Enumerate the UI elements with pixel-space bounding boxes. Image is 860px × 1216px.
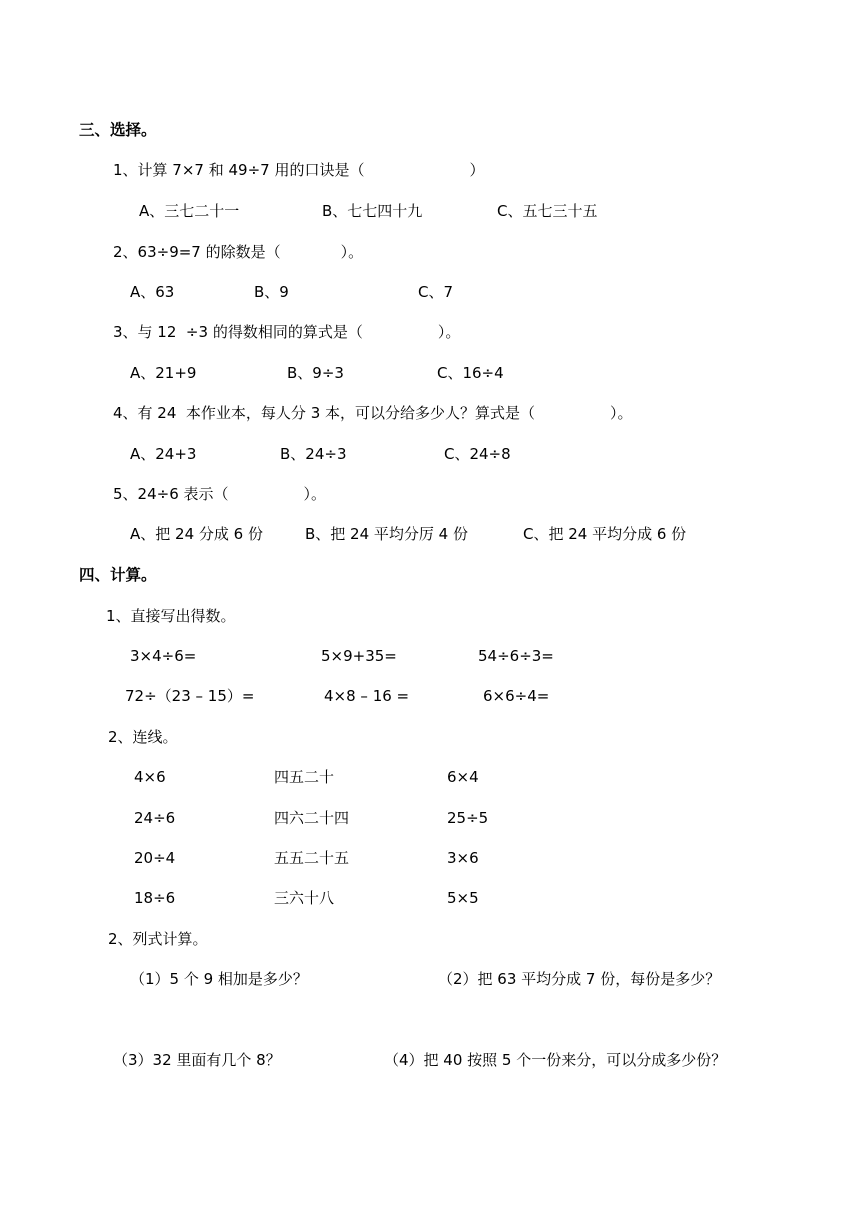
match-left-item: 24÷6 bbox=[134, 809, 176, 827]
direct-expression: 6×6÷4= bbox=[483, 687, 550, 705]
question-5-option-b: B、把 24 平均分厉 4 份 bbox=[305, 525, 468, 543]
match-left-item: 20÷4 bbox=[134, 849, 176, 867]
match-middle-item: 五五二十五 bbox=[274, 849, 350, 867]
question-2-option-a: A、63 bbox=[130, 283, 175, 301]
question-4-stem: 4、有 24 本作业本，每人分 3 本，可以分给多少人？算式是（ ）。 bbox=[113, 404, 633, 422]
direct-expression: 5×9+35= bbox=[321, 647, 397, 665]
question-3-stem: 3、与 12 ÷3 的得数相同的算式是（ ）。 bbox=[113, 323, 461, 341]
question-3-option-a: A、21+9 bbox=[130, 364, 197, 382]
question-2-stem: 2、63÷9=7 的除数是（ ）。 bbox=[113, 243, 364, 261]
matching-title: 2、连线。 bbox=[108, 728, 178, 746]
match-right-item: 6×4 bbox=[447, 768, 479, 786]
match-middle-item: 四五二十 bbox=[274, 768, 335, 786]
question-1-stem: 1、计算 7×7 和 49÷7 用的口诀是（ ） bbox=[113, 161, 485, 179]
question-1-option-b: B、七七四十九 bbox=[322, 202, 423, 220]
direct-expression: 3×4÷6= bbox=[130, 647, 197, 665]
question-1-option-a: A、三七二十一 bbox=[139, 202, 240, 220]
match-right-item: 5×5 bbox=[447, 889, 479, 907]
question-1-option-c: C、五七三十五 bbox=[497, 202, 598, 220]
question-2-option-b: B、9 bbox=[254, 283, 289, 301]
match-left-item: 18÷6 bbox=[134, 889, 176, 907]
section-heading-calculation: 四、计算。 bbox=[79, 566, 157, 584]
question-4-option-b: B、24÷3 bbox=[280, 445, 347, 463]
question-3-option-c: C、16÷4 bbox=[437, 364, 504, 382]
match-right-item: 25÷5 bbox=[447, 809, 489, 827]
direct-expression: 54÷6÷3= bbox=[478, 647, 554, 665]
word-problem: （4）把 40 按照 5 个一份来分，可以分成多少份？ bbox=[384, 1051, 727, 1069]
match-right-item: 3×6 bbox=[447, 849, 479, 867]
question-2-option-c: C、7 bbox=[418, 283, 454, 301]
question-5-option-a: A、把 24 分成 6 份 bbox=[130, 525, 263, 543]
question-4-option-c: C、24÷8 bbox=[444, 445, 511, 463]
word-problem: （3）32 里面有几个 8？ bbox=[113, 1051, 281, 1069]
direct-expression: 72÷（23 – 15）= bbox=[125, 687, 255, 705]
match-left-item: 4×6 bbox=[134, 768, 166, 786]
match-middle-item: 四六二十四 bbox=[274, 809, 350, 827]
match-middle-item: 三六十八 bbox=[274, 889, 335, 907]
question-4-option-a: A、24+3 bbox=[130, 445, 197, 463]
section-heading-choice: 三、选择。 bbox=[79, 121, 157, 139]
question-5-stem: 5、24÷6 表示（ ）。 bbox=[113, 485, 327, 503]
question-3-option-b: B、9÷3 bbox=[287, 364, 344, 382]
word-problem: （2）把 63 平均分成 7 份，每份是多少？ bbox=[438, 970, 721, 988]
question-5-option-c: C、把 24 平均分成 6 份 bbox=[523, 525, 687, 543]
word-problem: （1）5 个 9 相加是多少？ bbox=[130, 970, 308, 988]
direct-answer-title: 1、直接写出得数。 bbox=[106, 607, 236, 625]
word-problems-title: 2、列式计算。 bbox=[108, 930, 208, 948]
direct-expression: 4×8 – 16 = bbox=[324, 687, 410, 705]
